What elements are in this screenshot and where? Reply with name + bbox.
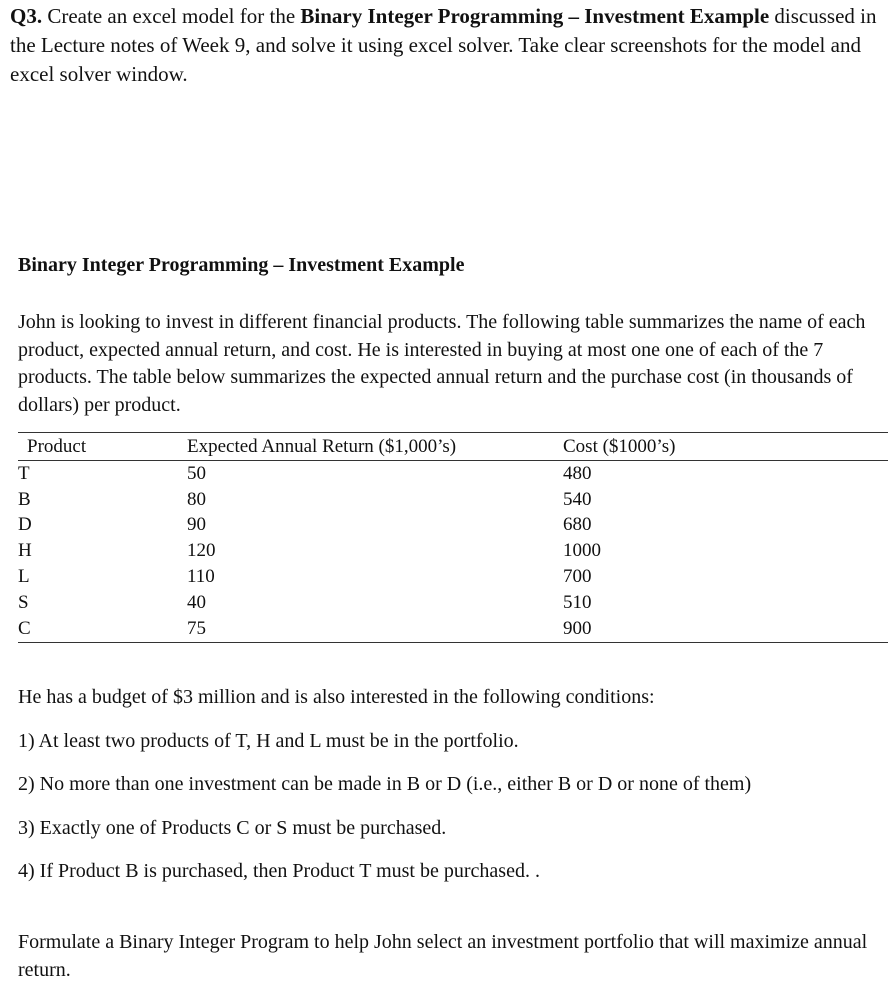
table-row: [18, 513, 888, 539]
condition-item: 1) At least two products of T, H and L must be in the portfolio.: [18, 729, 519, 752]
row-return: 90: [187, 514, 206, 536]
conditions-block: [18, 683, 878, 901]
row-product: L: [18, 566, 30, 588]
row-return: 120: [187, 540, 216, 562]
section-title: Binary Integer Programming – Investment Example: [18, 254, 465, 276]
question-bold-title: Binary Integer Programming – Investment Example: [300, 4, 770, 28]
header-expected-return: Expected Annual Return ($1,000’s): [187, 433, 563, 461]
table-row: [18, 564, 888, 590]
row-cost: 510: [563, 591, 592, 613]
table-row: [18, 616, 888, 642]
row-product: T: [18, 462, 30, 484]
conditions-lead: He has a budget of $3 million and is also interested in the following conditions:: [18, 686, 655, 708]
header-product: Product: [18, 433, 187, 461]
table-row: [18, 461, 888, 487]
row-return: 110: [187, 566, 215, 588]
condition-item: 3) Exactly one of Products C or S must be purchased.: [18, 816, 447, 839]
row-return: 50: [187, 462, 206, 484]
product-table: [18, 432, 888, 643]
condition-item: 2) No more than one investment can be made in B or D (i.e., either B or D or none of them): [18, 773, 752, 795]
question-text-a: Create an excel model for the: [42, 4, 301, 28]
header-cost: Cost ($1000’s): [563, 433, 888, 461]
row-cost: 900: [563, 616, 888, 642]
row-product: C: [18, 616, 187, 642]
row-cost: 480: [563, 462, 592, 484]
row-cost: 1000: [563, 540, 601, 562]
question-paragraph: [10, 2, 886, 89]
row-cost: 540: [563, 488, 592, 510]
table-row: [18, 487, 888, 513]
table-row: [18, 538, 888, 564]
row-cost: 700: [563, 566, 592, 588]
question-text-b: discussed in the Lecture notes of Week 9, and solve it using excel solver. Take clear screenshots for the model and excel solver window.: [10, 4, 877, 86]
row-return: 75: [187, 616, 563, 642]
row-product: S: [18, 591, 29, 613]
closing-paragraph: Formulate a Binary Integer Program to help John select an investment portfolio that will maximize annual return.: [18, 931, 868, 981]
row-return: 80: [187, 488, 206, 510]
question-label: Q3.: [10, 4, 43, 28]
row-product: H: [18, 540, 32, 562]
condition-item: 4) If Product B is purchased, then Product T must be purchased. .: [18, 860, 540, 882]
table-row: [18, 590, 888, 616]
intro-paragraph: John is looking to invest in different financial products. The following table summarizes the name of each product, expected annual return, and cost. He is interested in buying at most one one of each of the 7 products. The table below summarizes the expected annual return and the purchase cost (in thousands of dollars) per product.: [18, 311, 866, 416]
row-cost: 680: [563, 514, 592, 536]
row-product: D: [18, 514, 32, 536]
row-product: B: [18, 488, 31, 510]
table-header-row: [18, 433, 888, 461]
row-return: 40: [187, 591, 206, 613]
